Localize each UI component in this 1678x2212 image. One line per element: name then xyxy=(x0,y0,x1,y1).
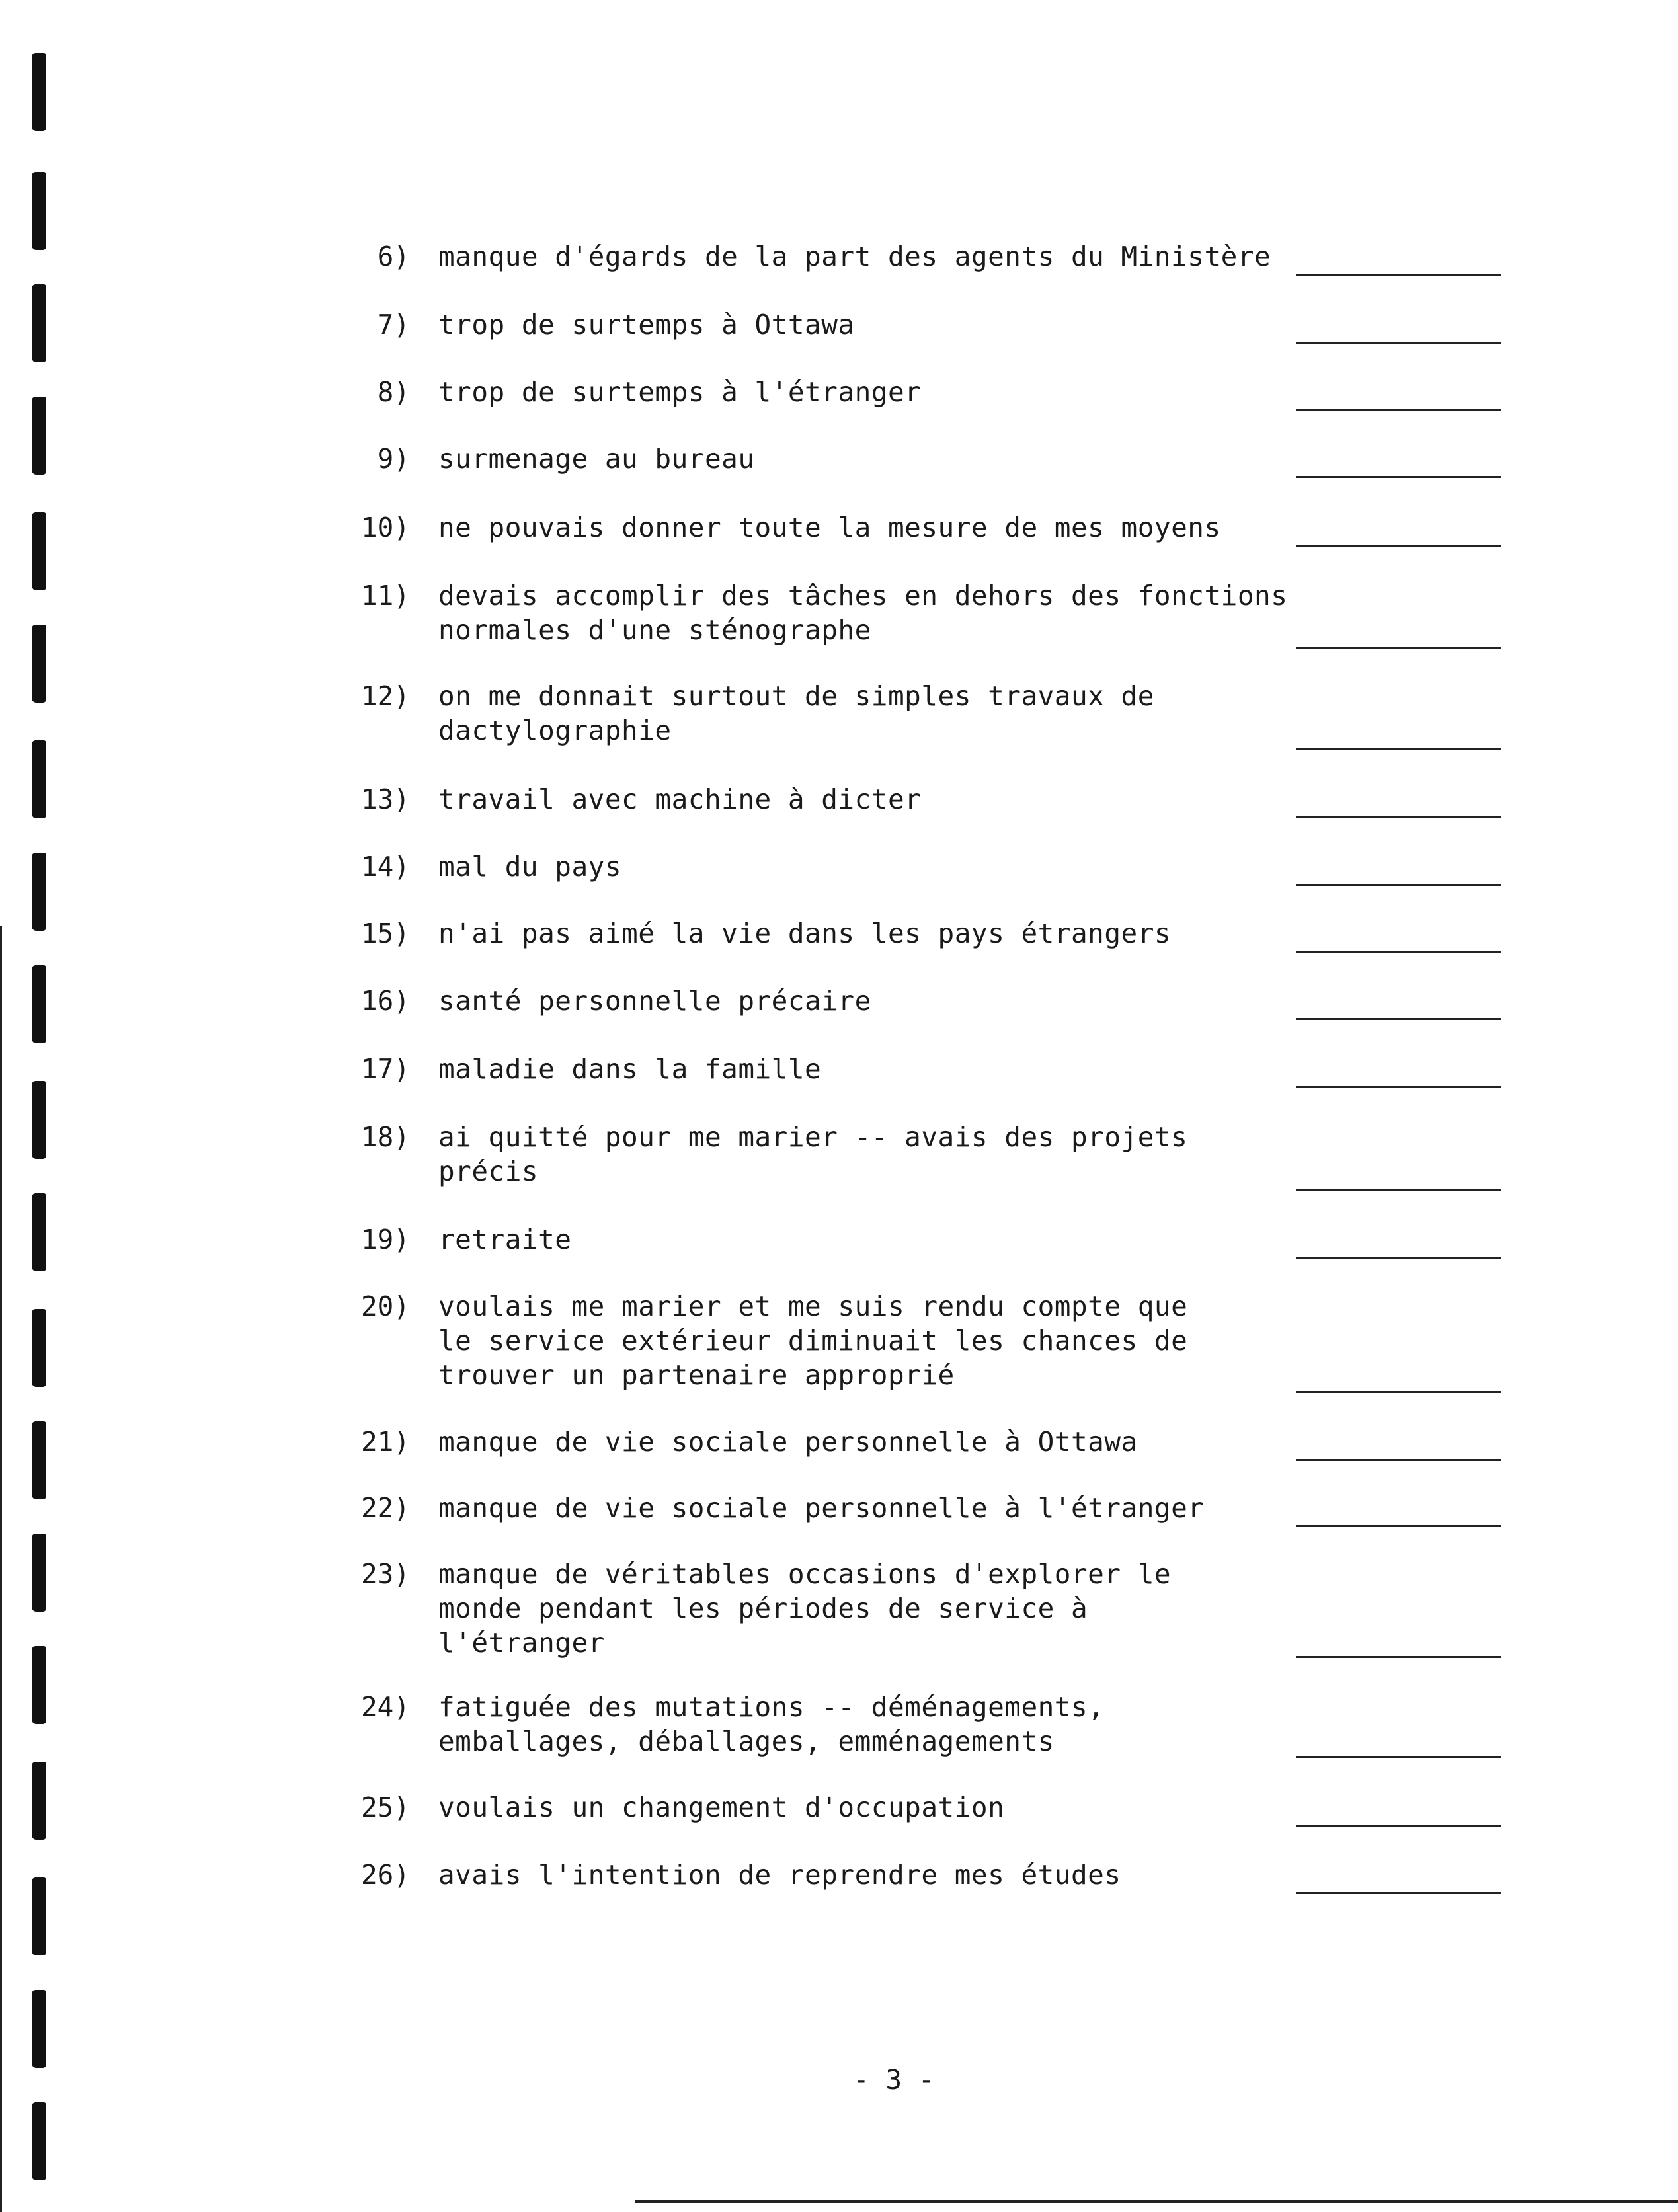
question-number: 16) xyxy=(360,985,410,1017)
binding-hole xyxy=(32,53,46,131)
answer-line[interactable] xyxy=(1296,476,1501,478)
answer-line[interactable] xyxy=(1296,545,1501,547)
question-text: trop de surtemps à l'étranger xyxy=(438,376,922,408)
question-number: 7) xyxy=(377,309,410,340)
answer-line[interactable] xyxy=(1296,1189,1501,1191)
question-number: 20) xyxy=(360,1290,410,1322)
question-number: 24) xyxy=(360,1691,410,1723)
binding-hole xyxy=(32,512,46,590)
question-number: 14) xyxy=(360,851,410,883)
question-text: ai quitté pour me marier -- avais des projets précis xyxy=(438,1121,1188,1187)
binding-hole xyxy=(32,2102,46,2180)
question-number: 6) xyxy=(377,241,410,272)
answer-line[interactable] xyxy=(1296,1391,1501,1393)
question-text: voulais me marier et me suis rendu compte que le service extérieur diminuait les chances de trouver un partenaire approprié xyxy=(438,1290,1188,1391)
binding-hole xyxy=(32,1646,46,1724)
answer-line[interactable] xyxy=(1296,1525,1501,1527)
binding-hole xyxy=(32,1421,46,1499)
answer-line[interactable] xyxy=(1296,951,1501,953)
question-text: n'ai pas aimé la vie dans les pays étrangers xyxy=(438,918,1172,949)
answer-line[interactable] xyxy=(1296,748,1501,750)
binding-hole xyxy=(32,625,46,703)
answer-line[interactable] xyxy=(1296,1459,1501,1461)
binding-hole xyxy=(32,172,46,250)
binding-hole xyxy=(32,740,46,818)
answer-line[interactable] xyxy=(1296,1825,1501,1827)
binding-hole xyxy=(32,284,46,362)
page-edge-line xyxy=(0,926,2,2212)
question-number: 23) xyxy=(360,1558,410,1590)
question-number: 25) xyxy=(360,1792,410,1823)
question-text: manque de vie sociale personnelle à l'étranger xyxy=(438,1492,1205,1524)
answer-line[interactable] xyxy=(1296,1756,1501,1758)
answer-line[interactable] xyxy=(1296,1018,1501,1020)
binding-hole xyxy=(32,397,46,475)
question-text: on me donnait surtout de simples travaux de dactylographie xyxy=(438,680,1154,746)
question-number: 18) xyxy=(360,1121,410,1153)
answer-line[interactable] xyxy=(1296,884,1501,886)
question-text: avais l'intention de reprendre mes études xyxy=(438,1859,1121,1891)
question-text: retraite xyxy=(438,1224,572,1255)
answer-line[interactable] xyxy=(1296,1257,1501,1259)
binding-hole xyxy=(32,965,46,1043)
question-text: surmenage au bureau xyxy=(438,443,755,475)
page-number: - 3 - xyxy=(853,2064,935,2096)
question-number: 10) xyxy=(360,512,410,543)
binding-hole xyxy=(32,1990,46,2068)
question-number: 19) xyxy=(360,1224,410,1255)
question-text: devais accomplir des tâches en dehors des fonctions normales d'une sténographe xyxy=(438,580,1288,646)
question-number: 26) xyxy=(360,1859,410,1891)
question-number: 9) xyxy=(377,443,410,475)
answer-line[interactable] xyxy=(1296,1086,1501,1088)
binding-hole xyxy=(32,1081,46,1159)
question-text: travail avec machine à dicter xyxy=(438,783,922,815)
question-number: 12) xyxy=(360,680,410,712)
question-number: 22) xyxy=(360,1492,410,1524)
bottom-edge-line xyxy=(635,2200,1678,2203)
question-text: santé personnelle précaire xyxy=(438,985,871,1017)
answer-line[interactable] xyxy=(1296,1656,1501,1658)
question-number: 21) xyxy=(360,1426,410,1458)
question-text: voulais un changement d'occupation xyxy=(438,1792,1005,1823)
question-number: 15) xyxy=(360,918,410,949)
question-number: 17) xyxy=(360,1053,410,1085)
answer-line[interactable] xyxy=(1296,1892,1501,1894)
question-text: fatiguée des mutations -- déménagements, emballages, déballages, emménagements xyxy=(438,1691,1105,1757)
answer-line[interactable] xyxy=(1296,647,1501,649)
question-text: mal du pays xyxy=(438,851,622,883)
binding-hole xyxy=(32,853,46,931)
binding-hole xyxy=(32,1534,46,1612)
question-number: 11) xyxy=(360,580,410,612)
question-number: 13) xyxy=(360,783,410,815)
answer-line[interactable] xyxy=(1296,816,1501,818)
binding-hole xyxy=(32,1193,46,1271)
binding-hole xyxy=(32,1877,46,1955)
binding-holes xyxy=(20,0,53,2212)
question-number: 8) xyxy=(377,376,410,408)
question-text: manque d'égards de la part des agents du Ministère xyxy=(438,241,1271,272)
answer-line[interactable] xyxy=(1296,274,1501,276)
question-text: manque de vie sociale personnelle à Ottawa xyxy=(438,1426,1138,1458)
binding-hole xyxy=(32,1309,46,1387)
question-text: manque de véritables occasions d'explorer le monde pendant les périodes de service à l'étranger xyxy=(438,1558,1172,1659)
binding-hole xyxy=(32,1762,46,1840)
question-text: maladie dans la famille xyxy=(438,1053,822,1085)
answer-line[interactable] xyxy=(1296,409,1501,411)
answer-line[interactable] xyxy=(1296,342,1501,344)
question-text: ne pouvais donner toute la mesure de mes moyens xyxy=(438,512,1221,543)
question-text: trop de surtemps à Ottawa xyxy=(438,309,855,340)
